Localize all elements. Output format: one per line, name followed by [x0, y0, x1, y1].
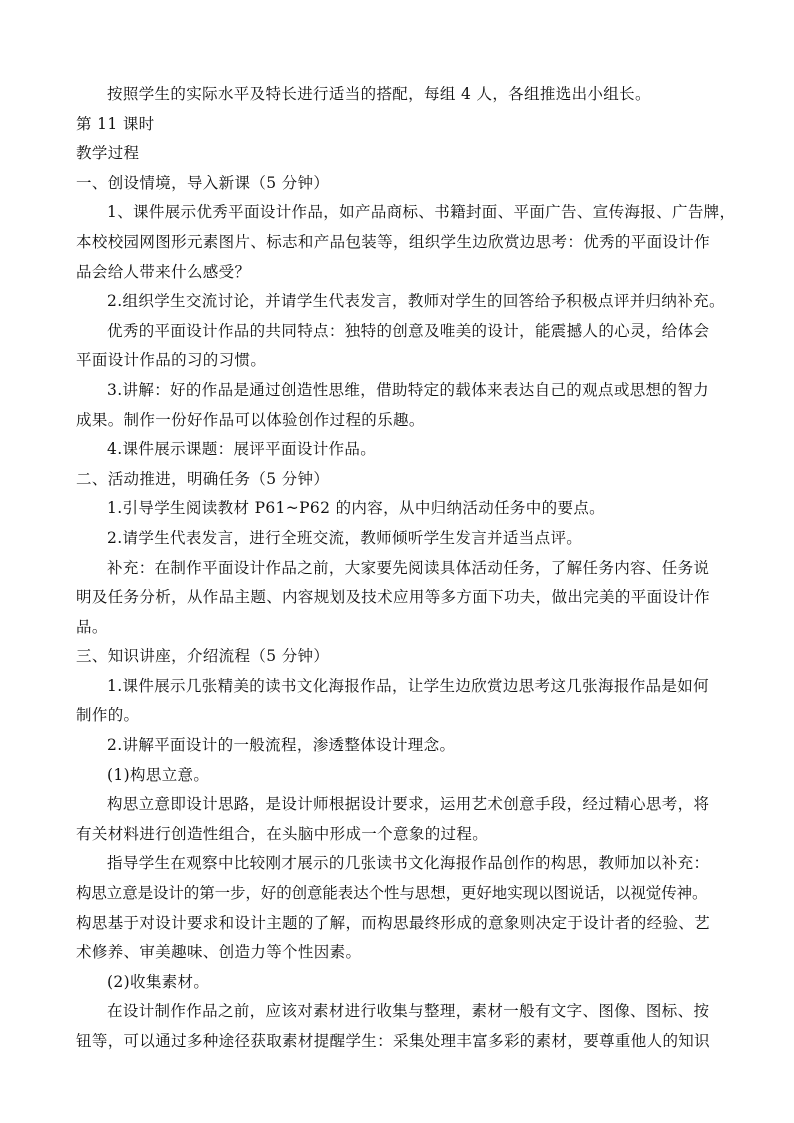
subheading: (1)构思立意。 [107, 765, 210, 784]
paragraph-line: 补充：在制作平面设计作品之前，大家要先阅读具体活动任务，了解任务内容、任务说 [107, 558, 710, 577]
paragraph-line: 品。 [76, 617, 108, 636]
paragraph-line: 构思立意是设计的第一步，好的创意能表达个性与思想，更好地实现以图说话，以视觉传神。 [76, 884, 708, 903]
paragraph-line: 2.组织学生交流讨论，并请学生代表发言，教师对学生的回答给予积极点评并归纳补充。 [107, 292, 725, 311]
section-heading: 一、创设情境，导入新课（5 分钟） [76, 173, 330, 192]
paragraph-line: 品会给人带来什么感受？ [76, 262, 251, 281]
paragraph-line: 有关材料进行创造性组合，在头脑中形成一个意象的过程。 [76, 824, 489, 843]
document-page [76, 80, 736, 1057]
paragraph-line: 1、课件展示优秀平面设计作品，如产品商标、书籍封面、平面广告、宣传海报、广告牌， [107, 203, 736, 222]
paragraph-line: 1.课件展示几张精美的读书文化海报作品，让学生边欣赏边思考这几张海报作品是如何 [107, 676, 709, 695]
paragraph-line: 本校校园网图形元素图片、标志和产品包装等，组织学生边欣赏边思考：优秀的平面设计作 [76, 232, 711, 251]
section-title: 教学过程 [76, 144, 140, 163]
lesson-heading: 第 11 课时 [76, 114, 155, 133]
paragraph-line: 优秀的平面设计作品的共同特点：独特的创意及唯美的设计，能震撼人的心灵，给体会 [107, 321, 710, 340]
paragraph-line: 1.引导学生阅读教材 P61~P62 的内容，从中归纳活动任务中的要点。 [107, 499, 606, 518]
section-heading: 三、知识讲座，介绍流程（5 分钟） [76, 647, 330, 666]
paragraph-line: 指导学生在观察中比较刚才展示的几张读书文化海报作品创作的构思，教师加以补充： [107, 854, 710, 873]
paragraph-line: 明及任务分析，从作品主题、内容规划及技术应用等多方面下功夫，做出完美的平面设计作 [76, 588, 711, 607]
paragraph-line: 术修养、审美趣味、创造力等个性因素。 [76, 943, 362, 962]
paragraph-line: 按照学生的实际水平及特长进行适当的搭配，每组 4 人，各组推选出小组长。 [107, 85, 651, 103]
paragraph-line: 平面设计作品的习的习惯。 [76, 351, 267, 370]
paragraph-line: 构思基于对设计要求和设计主题的了解，而构思最终形成的意象则决定于设计者的经验、艺 [76, 913, 711, 932]
paragraph-line: 构思立意即设计思路，是设计师根据设计要求，运用艺术创意手段，经过精心思考，将 [107, 795, 710, 814]
paragraph-line: 2.讲解平面设计的一般流程，渗透整体设计理念。 [107, 736, 456, 755]
paragraph-line: 2.请学生代表发言，进行全班交流，教师倾听学生发言并适当点评。 [107, 528, 583, 547]
paragraph-line: 制作的。 [76, 706, 140, 725]
paragraph-line: 3.讲解：好的作品是通过创造性思维，借助特定的载体来表达自己的观点或思想的智力 [107, 380, 709, 399]
paragraph-line: 钮等，可以通过多种途径获取素材提醒学生：采集处理丰富多彩的素材，要尊重他人的知识 [76, 1032, 711, 1050]
paragraph-line: 4.课件展示课题：展评平面设计作品。 [107, 440, 377, 459]
subheading: (2)收集素材。 [107, 972, 210, 991]
paragraph-line: 在设计制作作品之前，应该对素材进行收集与整理，素材一般有文字、图像、图标、按 [107, 1002, 710, 1021]
section-heading: 二、活动推进，明确任务（5 分钟） [76, 469, 330, 488]
paragraph-line: 成果。制作一份好作品可以体验创作过程的乐趣。 [76, 410, 425, 429]
